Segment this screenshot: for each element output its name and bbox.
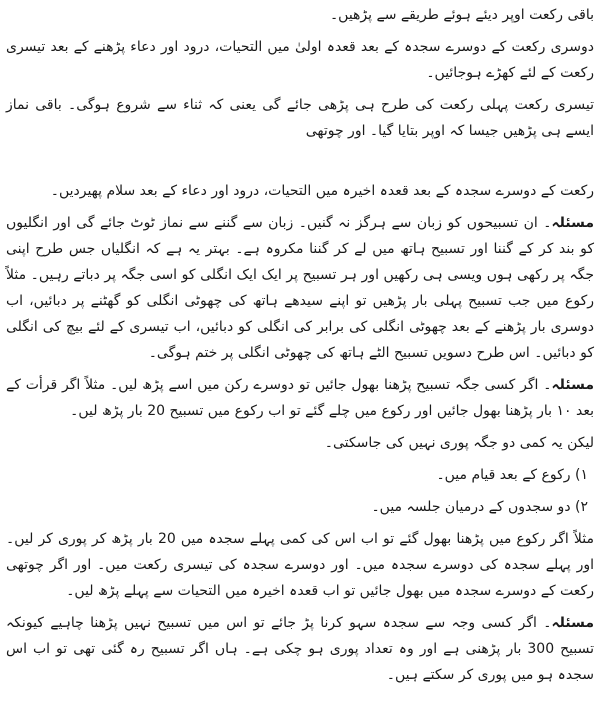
list-item: ۲) دو سجدوں کے درمیان جلسہ میں۔ [371,499,588,515]
paragraph-example: مثلاً اگر رکوع میں پڑھنا بھول گئے تو اب اس کی کمی پہلے سجدہ میں 20 بار پڑھ کر پوری کر لیں۔ اور پہلے سجدہ کی دوسرے سجدہ میں۔ اور دوسرے سجدہ کی تیسری رکعت میں۔ اور اگر چوتھی رکعت کے دوسرے سجدہ میں بھول جائیں تو اب قعدہ اخیرہ میں التحیات سے پہلے پڑھ لیں۔ [6,531,595,599]
paragraph-final-sitting: رکعت کے دوسرے سجدہ کے بعد قعدہ اخیرہ میں التحیات، درود اور دعاء کے بعد سلام پھیردیں۔ [50,183,594,199]
masala-counting [6,210,594,366]
masala-label: مسئلہ [551,615,594,631]
paragraph-exceptions: لیکن یہ کمی دو جگہ پوری نہیں کی جاسکتی۔ [324,435,594,451]
masala-forgetting [6,372,594,424]
paragraph-remaining-rakats: باقی رکعت اوپر دیئے ہوئے طریقے سے پڑھیں۔ [329,7,594,23]
masala-counting-text: ۔ ان تسبیحوں کو زبان سے ہرگز نہ گنیں۔ زبان سے گننے سے نماز ٹوٹ جائے گی اور انگلیوں کو بند کر کے گننا اور تسبیح ہاتھ میں لے کر گننا مکروہ ہے۔ بہتر یہ ہے کہ انگلیاں جس طرح اپنی جگہ پر رکھی ہوں ویسی ہی رکھیں اور ہر تسبیح پر ایک ایک انگلی کو اسی جگہ پر دباتے رہیں۔ مثلاً رکوع میں جب تسبیح پہلی بار پڑھیں تو اپنے سیدھے ہاتھ کی چھوٹی انگلی کو گھٹنے پر دبائیں، اب دوسری بار پڑھنے کے بعد چھوٹی انگلی کی برابر کی انگلی کو دبائیں، اب تیسری کے لئے بیچ کی انگلی کو دبائیں۔ اس طرح دسویں تسبیح الٹے ہاتھ کی چھوٹی انگلی پر ختم ہوگی۔ [6,215,594,361]
paragraph-third-rakat: تیسری رکعت پہلی رکعت کی طرح ہی پڑھی جائے گی یعنی کہ ثناء سے شروع ہوگی۔ باقی نماز ایسے ہی پڑھیں جیسا کہ اوپر بتایا گیا۔ اور چوتھی [6,97,594,139]
masala-label: مسئلہ [551,377,594,393]
masala-forgetting-text: ۔ اگر کسی جگہ تسبیح پڑھنا بھول جائیں تو دوسرے رکن میں اسے پڑھ لیں۔ مثلاً اگر قرأت کے بعد ۱۰ بار پڑھنا بھول جائیں اور رکوع میں چلے گئے تو اب رکوع میں تسبیح 20 بار پڑھ لیں۔ [6,377,594,419]
paragraph-second-rakat: دوسری رکعت کے دوسرے سجدہ کے بعد قعدہ اولیٰ میں التحیات، درود اور دعاء پڑھنے کے بعد تیسری رکعت کے لئے کھڑے ہوجائیں۔ [6,39,594,81]
masala-sajda-sahw-text: ۔ اگر کسی وجہ سے سجدہ سہو کرنا پڑ جائے تو اس میں تسبیح نہیں پڑھنا چاہیے کیونکہ تسبیح 300 بار پڑھنی ہے اور وہ تعداد پوری ہو چکی ہے۔ ہاں اگر تسبیح رہ گئی تھی تو اب اس سجدہ ہو میں پوری کر سکتے ہیں۔ [6,615,594,683]
list-item: ۱) رکوع کے بعد قیام میں۔ [436,467,588,483]
masala-sajda-sahw [6,610,594,688]
masala-label: مسئلہ [551,215,594,231]
